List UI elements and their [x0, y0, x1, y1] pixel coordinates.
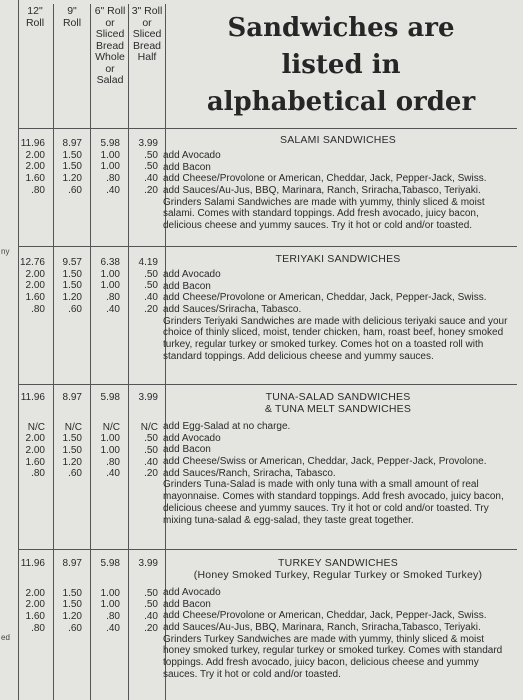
price-6in: 1.00 — [100, 445, 120, 457]
item-line: delicious cheese and yummy sauces. Try it hot or cold and/or toasted. — [163, 220, 473, 232]
price-12in: 2.00 — [25, 587, 45, 599]
item-line: Grinders Teriyaki Sandwiches are made with delicious teriyaki sauce and your — [163, 315, 508, 327]
price-row — [18, 173, 164, 185]
price-9in: 1.20 — [62, 456, 82, 468]
section-description — [163, 391, 513, 526]
price-row — [18, 392, 164, 404]
price-6in: N/C — [102, 421, 120, 433]
item-line: add Bacon — [163, 280, 211, 292]
section-heading: SALAMI SANDWICHES — [279, 134, 396, 146]
price-row — [18, 280, 164, 292]
item-line: Grinders Turkey Sandwiches are made with yummy, thinly sliced & moist — [163, 633, 485, 645]
item-line: add Cheese/Swiss or American, Cheddar, Jack, Pepper-Jack, Provolone. — [163, 456, 487, 468]
price-3in: 4.19 — [138, 257, 158, 268]
price-9in: N/C — [64, 421, 82, 433]
section-divider — [18, 246, 517, 247]
item-line: add Avocado — [163, 587, 221, 598]
item-line: add Bacon — [163, 444, 211, 456]
price-row — [18, 445, 164, 457]
price-row — [18, 257, 164, 269]
item-line: add Sauces/Au-Jus, BBQ, Marinara, Ranch, Sriracha,Tabasco, Teriyaki. — [163, 622, 481, 634]
price-12in: 11.96 — [20, 558, 45, 569]
price-row-spacer — [18, 570, 164, 588]
item-line: add Bacon — [163, 598, 211, 610]
price-6in: 6.38 — [100, 257, 120, 268]
page-left-margin — [0, 0, 19, 700]
item-line: turkey, regular turkey or smoked turkey. Comes hot on a toasted roll with — [163, 339, 484, 351]
price-12in: 2.00 — [25, 161, 45, 173]
price-6in: 5.98 — [100, 138, 120, 149]
price-9in: 1.50 — [62, 599, 82, 611]
price-3in: .20 — [144, 184, 158, 196]
price-6in: 1.00 — [100, 599, 120, 611]
price-6in: .40 — [106, 184, 120, 196]
item-line: mixing tuna-salad & egg-salad, they taste great together. — [163, 514, 414, 526]
item-line: sauces. Try it hot or cold and/or toasted. — [163, 668, 341, 680]
margin-fragment-1: ny — [1, 247, 10, 256]
section-heading: TURKEY SANDWICHES — [278, 557, 398, 569]
price-9in: 1.20 — [62, 611, 82, 623]
price-row-spacer — [18, 404, 164, 422]
price-12in: 2.00 — [25, 599, 45, 611]
item-line: salami. Comes with standard toppings. Add fresh avocado, juicy bacon, — [163, 208, 479, 220]
price-row — [18, 433, 164, 445]
price-3in: .50 — [144, 445, 158, 457]
price-6in: 1.00 — [100, 433, 120, 445]
price-12in: 2.00 — [25, 149, 45, 161]
section-divider — [18, 549, 517, 550]
price-6in: .40 — [106, 468, 120, 480]
price-9in: 8.97 — [62, 392, 82, 403]
price-6in: 1.00 — [100, 280, 120, 292]
price-3in: .20 — [144, 622, 158, 634]
item-line: standard toppings. Add delicious cheese and yummy sauces. — [163, 350, 434, 362]
price-12in: 1.60 — [25, 292, 45, 304]
price-6in: .80 — [106, 611, 120, 623]
price-6in: .40 — [106, 303, 120, 315]
header-9-inch-roll: 9" Roll — [62, 5, 82, 29]
price-row — [18, 588, 164, 600]
price-row — [18, 138, 164, 150]
price-9in: 9.57 — [62, 257, 82, 268]
price-12in: .80 — [31, 184, 45, 196]
price-table — [18, 134, 164, 196]
price-12in: 1.60 — [25, 611, 45, 623]
price-12in: 11.96 — [20, 392, 45, 403]
item-line: add Avocado — [163, 150, 221, 161]
price-row — [18, 599, 164, 611]
price-6in: 5.98 — [100, 392, 120, 403]
price-12in: 2.00 — [25, 445, 45, 457]
price-9in: 1.20 — [62, 173, 82, 185]
item-line: add Sauces/Ranch, Sriracha, Tabasco. — [163, 467, 336, 479]
price-9in: 1.50 — [62, 161, 82, 173]
margin-fragment-2: ed — [1, 633, 10, 642]
price-table — [18, 253, 164, 315]
price-12in: 2.00 — [25, 280, 45, 292]
item-line: add Cheese/Provolone or American, Cheddar, Jack, Pepper-Jack, Swiss. — [163, 292, 487, 304]
price-12in: .80 — [31, 622, 45, 634]
item-line: honey smoked turkey, regular turkey or smoked turkey. Comes with standard — [163, 645, 503, 657]
item-line: add Bacon — [163, 161, 211, 173]
section-divider — [18, 128, 517, 129]
price-3in: .50 — [144, 161, 158, 173]
price-row — [18, 457, 164, 469]
price-row — [18, 150, 164, 162]
price-row — [18, 185, 164, 197]
price-9in: 8.97 — [62, 138, 82, 149]
price-table — [18, 391, 164, 480]
price-9in: 1.50 — [62, 268, 82, 280]
price-3in: .40 — [144, 292, 158, 304]
price-9in: 1.50 — [62, 587, 82, 599]
item-line: add Egg-Salad at no charge. — [163, 421, 291, 432]
price-12in: N/C — [27, 421, 45, 433]
price-row — [18, 611, 164, 623]
price-6in: 5.98 — [100, 558, 120, 569]
price-table — [18, 557, 164, 634]
price-6in: .40 — [106, 622, 120, 634]
price-row — [18, 304, 164, 316]
price-row — [18, 422, 164, 434]
price-9in: 1.50 — [62, 280, 82, 292]
price-6in: .80 — [106, 173, 120, 185]
price-row — [18, 161, 164, 173]
page-title: Sandwiches are listed in alphabetical order — [206, 13, 476, 117]
price-6in: .80 — [106, 456, 120, 468]
price-3in: 3.99 — [138, 138, 158, 149]
price-9in: 1.50 — [62, 445, 82, 457]
price-3in: .20 — [144, 468, 158, 480]
item-line: toppings. Add fresh avocado, juicy bacon, delicious cheese and yummy — [163, 657, 479, 669]
price-row — [18, 623, 164, 635]
price-3in: .50 — [144, 280, 158, 292]
price-3in: .40 — [144, 456, 158, 468]
item-line: mayonnaise. Comes with standard toppings. Add fresh avocado, juicy bacon, — [163, 491, 504, 503]
price-9in: .60 — [68, 303, 82, 315]
price-12in: 1.60 — [25, 456, 45, 468]
price-12in: .80 — [31, 468, 45, 480]
section-heading: TUNA-SALAD SANDWICHES — [265, 391, 411, 403]
header-6-inch-roll: 6" Roll or Sliced Bread Whole or Salad — [94, 5, 126, 86]
price-6in: 1.00 — [100, 268, 120, 280]
price-row — [18, 269, 164, 281]
section-subheading: (Honey Smoked Turkey, Regular Turkey or Smoked Turkey) — [193, 569, 483, 581]
price-3in: .40 — [144, 173, 158, 185]
price-9in: 8.97 — [62, 558, 82, 569]
item-line: add Cheese/Provolone or American, Cheddar, Jack, Pepper-Jack, Swiss. — [163, 173, 487, 185]
item-line: add Avocado — [163, 269, 221, 280]
header-12-inch-roll: 12" Roll — [25, 5, 45, 29]
price-9in: 1.50 — [62, 433, 82, 445]
price-9in: 1.20 — [62, 292, 82, 304]
price-3in: .50 — [144, 149, 158, 161]
price-9in: .60 — [68, 468, 82, 480]
price-3in: 3.99 — [138, 558, 158, 569]
price-3in: .20 — [144, 303, 158, 315]
price-12in: 1.60 — [25, 173, 45, 185]
price-row — [18, 468, 164, 480]
price-12in: .80 — [31, 303, 45, 315]
item-line: add Avocado — [163, 432, 221, 444]
price-12in: 2.00 — [25, 268, 45, 280]
price-6in: .80 — [106, 292, 120, 304]
price-12in: 11.96 — [20, 138, 45, 149]
item-line: choice of thinly sliced, moist, tender chicken, ham, roast beef, honey smoked — [163, 327, 504, 339]
section-description — [163, 557, 513, 681]
price-3in: .40 — [144, 611, 158, 623]
price-6in: 1.00 — [100, 149, 120, 161]
price-9in: .60 — [68, 622, 82, 634]
price-3in: .50 — [144, 599, 158, 611]
price-9in: .60 — [68, 184, 82, 196]
price-row — [18, 292, 164, 304]
section-description — [163, 134, 513, 232]
price-3in: .50 — [144, 268, 158, 280]
item-line: add Sauces/Sriracha, Tabasco. — [163, 304, 302, 316]
price-12in: 12.76 — [19, 257, 45, 268]
price-9in: 1.50 — [62, 149, 82, 161]
item-line: Grinders Tuna-Salad is made with only tuna with a small amount of real — [163, 479, 479, 491]
item-line: Grinders Salami Sandwiches are made with yummy, thinly sliced & moist — [163, 196, 485, 208]
price-3in: .50 — [144, 433, 158, 445]
price-3in: 3.99 — [138, 392, 158, 403]
price-6in: 1.00 — [100, 161, 120, 173]
header-3-inch-roll: 3" Roll or Sliced Bread Half — [131, 5, 163, 63]
price-6in: 1.00 — [100, 587, 120, 599]
item-line: delicious cheese and yummy sauces. Try it hot or cold and/or toasted. Try — [163, 502, 489, 514]
item-line: add Sauces/Au-Jus, BBQ, Marinara, Ranch, Sriracha,Tabasco, Teriyaki. — [163, 185, 481, 197]
price-3in: N/C — [140, 421, 158, 433]
price-12in: 2.00 — [25, 433, 45, 445]
section-description — [163, 253, 513, 363]
price-3in: .50 — [144, 587, 158, 599]
section-subheading: & TUNA MELT SANDWICHES — [264, 403, 412, 415]
section-heading: TERIYAKI SANDWICHES — [275, 253, 401, 265]
section-divider — [18, 384, 517, 385]
item-line: add Cheese/Provolone or American, Cheddar, Jack, Pepper-Jack, Swiss. — [163, 610, 487, 622]
price-row — [18, 558, 164, 570]
